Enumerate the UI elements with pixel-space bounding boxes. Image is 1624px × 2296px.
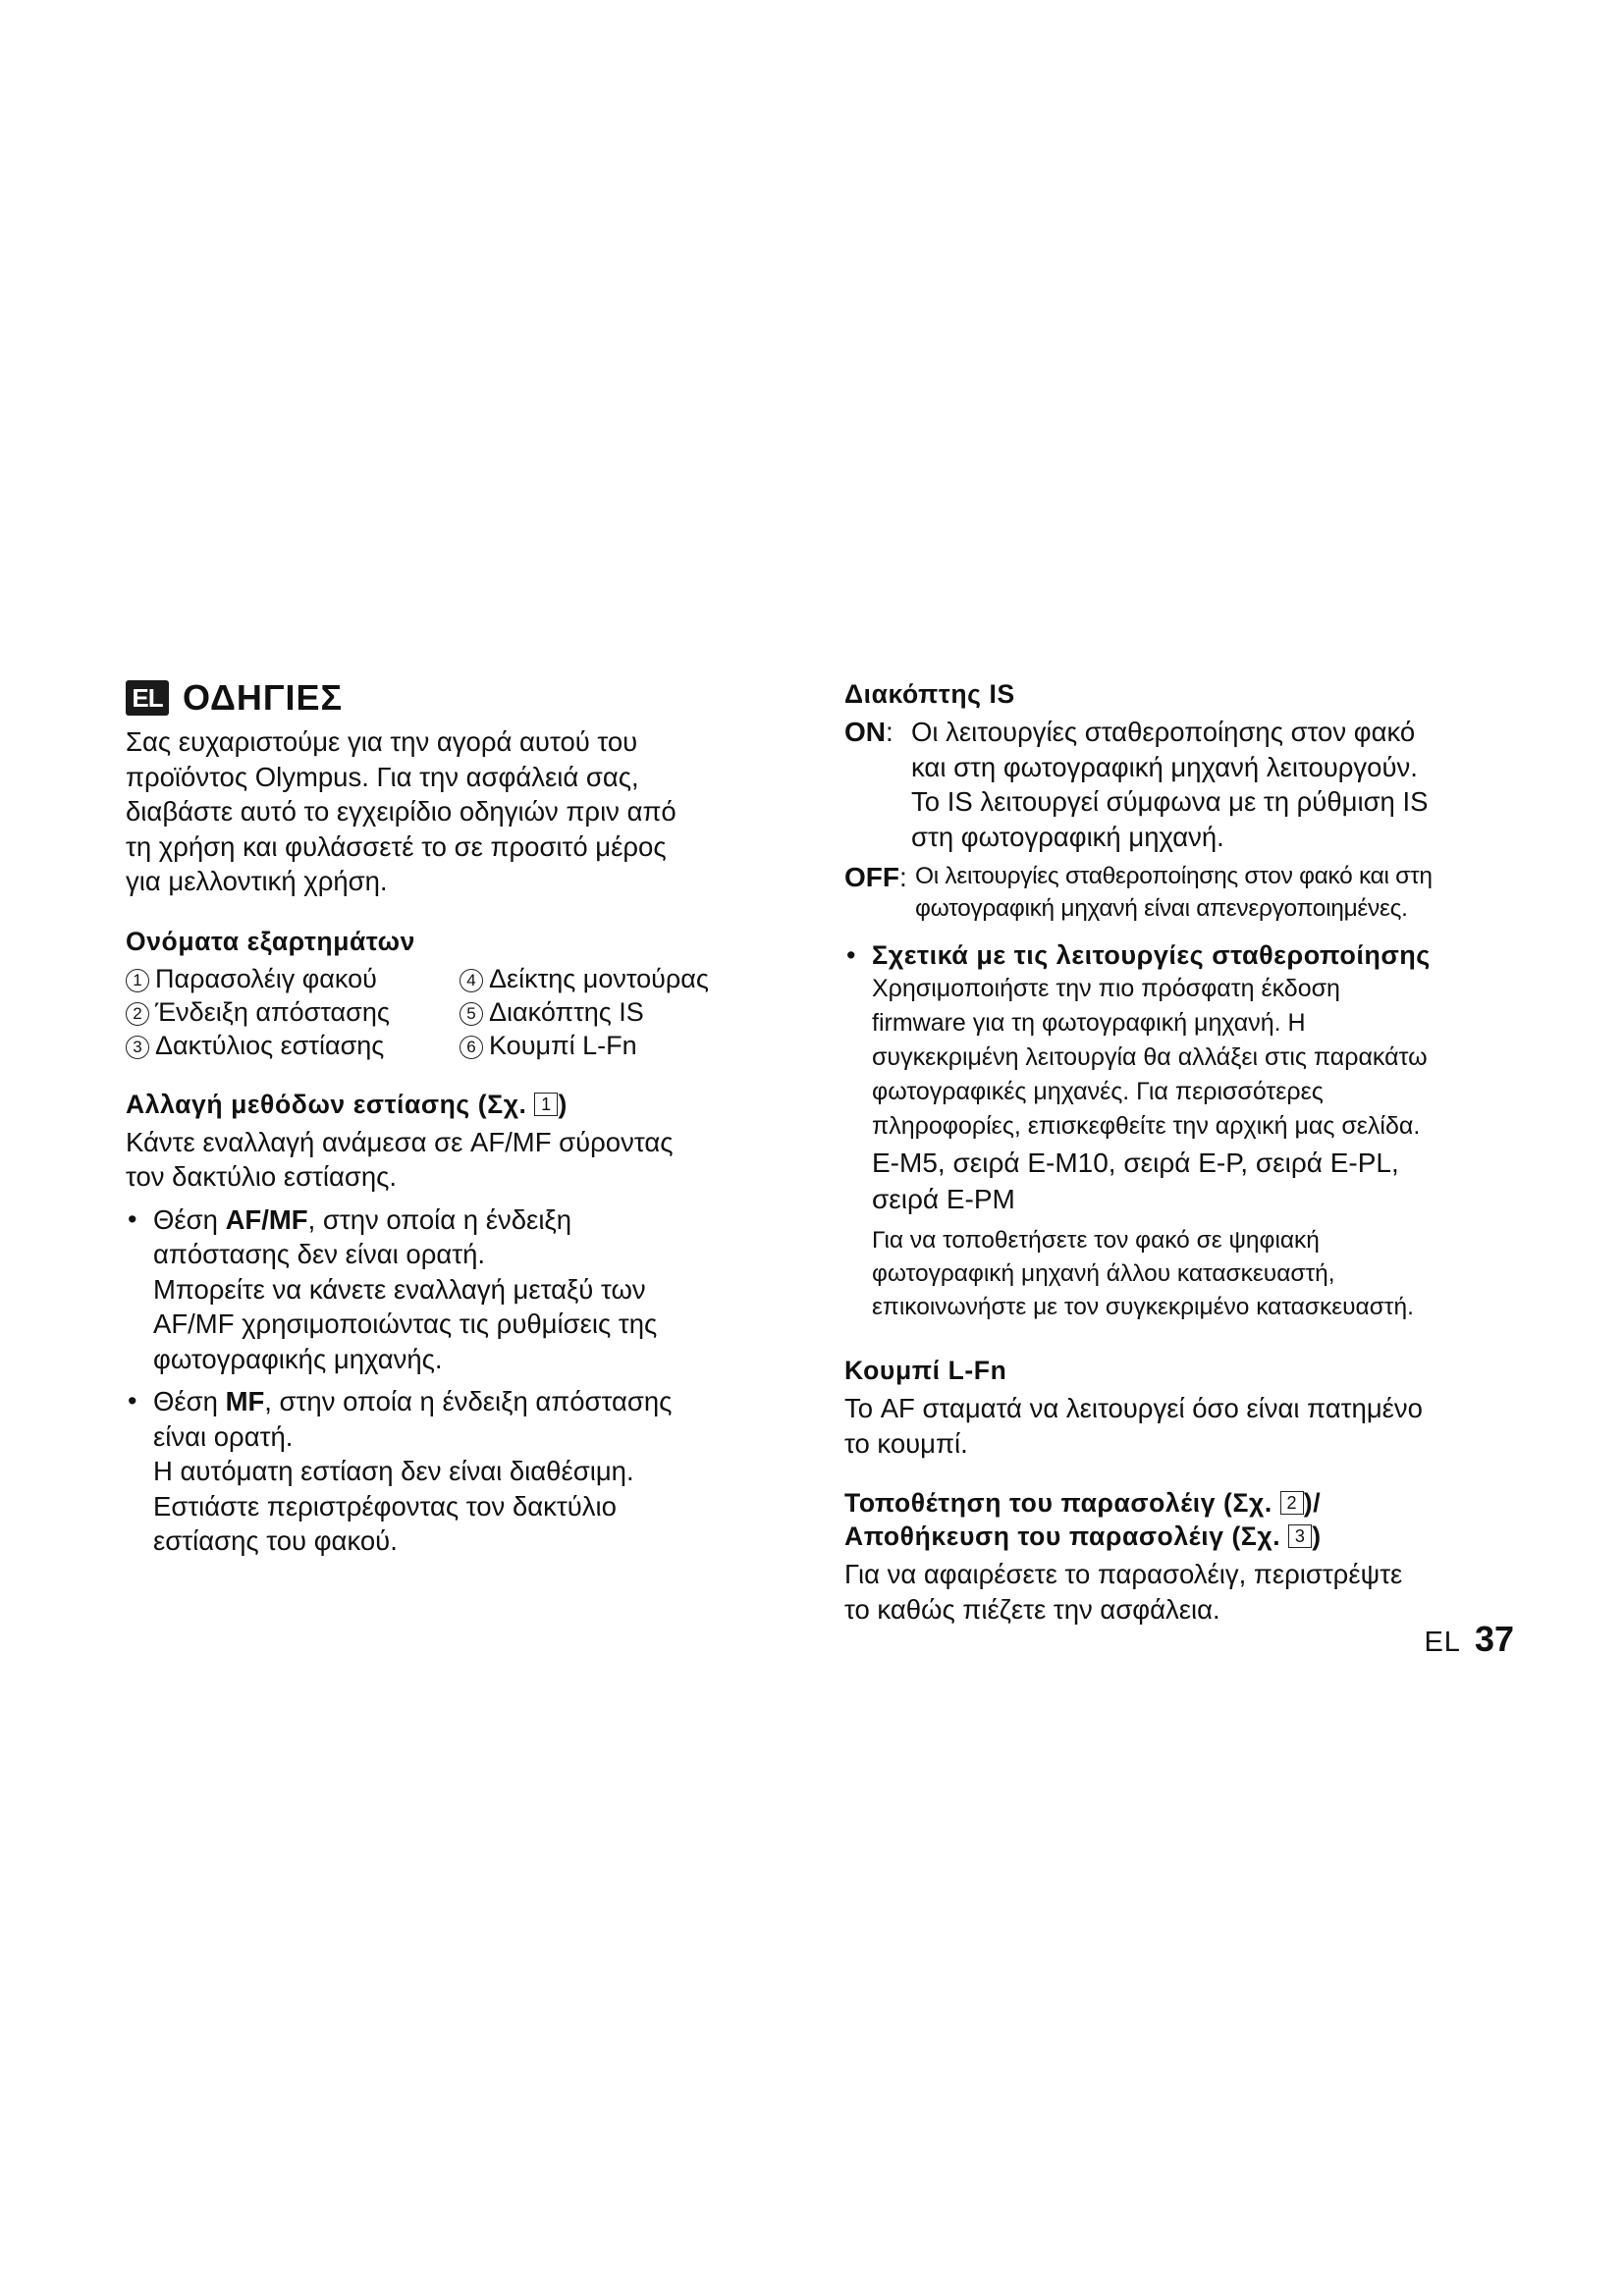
bullet-afmf: • Θέση AF/MF, στην οποία η ένδειξη απόστασης δεν είναι ορατή. Μπορείτε να κάνετε εναλλαγή μεταξύ των AF/MF χρησιμοποιώντας τις ρυθμίσεις της φωτογραφικής μηχανής.	[128, 1203, 658, 1374]
right-column	[844, 677, 1512, 1627]
bullet-dot: •	[846, 940, 856, 970]
bullet-dot: •	[128, 1386, 137, 1415]
part-item	[126, 962, 460, 995]
language-badge: EL	[126, 680, 169, 716]
is-off-entry: OFF: Οι λειτουργίες σταθεροποίησης στον φακό και στη φωτογραφική μηχανή είναι απενεργοποιημένες.	[844, 860, 1512, 925]
hood-paragraph: Για να αφαιρέσετε το παρασολέιγ, περιστρέψτε το καθώς πιέζετε την ασφάλεια.	[844, 1559, 1403, 1625]
stabilization-note: • Σχετικά με τις λειτουργίες σταθεροποίησης Χρησιμοποιήστε την πιο πρόσφατη έκδοση firmware για τη φωτογραφική μηχανή. Η συγκεκριμένη λειτουργία θα αλλάξει στις παρακάτω φωτογραφικές μηχανές. Για περισσότερες πληροφορίες, επισκεφθείτε την αρχική μας σελίδα. E-M5, σειρά E-M10, σειρά E-P, σειρά E-PL, σειρά E-PM Για να τοποθετήσετε τον φακό σε ψηφιακή φωτογραφική μηχανή άλλου κατασκευαστή, επικοινωνήστε με τον συγκεκριμένο κατασκευαστή.	[844, 938, 1512, 1324]
circled-number: 5	[460, 1002, 483, 1026]
section-title	[126, 677, 803, 719]
page-number: 37	[1474, 1619, 1514, 1659]
off-label: OFF:	[844, 862, 907, 892]
third-party-note: Για να τοποθετήσετε τον φακό σε ψηφιακή φωτογραφική μηχανή άλλου κατασκευαστή, επικοινωνήστε με τον συγκεκριμένο κατασκευαστή.	[872, 1227, 1414, 1320]
part-item	[460, 1029, 793, 1062]
camera-models: E-M5, σειρά E-M10, σειρά E-P, σειρά E-PL, σειρά E-PM	[872, 1148, 1399, 1214]
intro-line: τη χρήση και φυλάσσετέ το σε προσιτό μέρος	[126, 830, 667, 862]
intro-paragraph	[126, 724, 803, 899]
part-item	[460, 962, 793, 995]
intro-line: διαβάστε αυτό το εγχειρίδιο οδηγιών πριν από	[126, 796, 677, 827]
part-label: Κουμπί L-Fn	[489, 1030, 637, 1060]
circled-number: 3	[126, 1036, 149, 1059]
part-label: Διακόπτης IS	[489, 996, 644, 1027]
bullet-dot: •	[128, 1203, 137, 1234]
part-item	[460, 995, 793, 1029]
lfn-paragraph: Το AF σταματά να λειτουργεί όσο είναι πατημένο το κουμπί.	[844, 1393, 1423, 1459]
circled-number: 1	[126, 969, 149, 992]
is-switch-heading: Διακόπτης IS	[844, 679, 1015, 709]
hood-heading-attach: Τοποθέτηση του παρασολέιγ (Σχ. 2 )/	[844, 1488, 1322, 1518]
stabilization-heading: Σχετικά με τις λειτουργίες σταθεροποίησης	[872, 940, 1431, 970]
intro-line: για μελλοντική χρήση.	[126, 866, 388, 896]
hood-heading-store: Αποθήκευση του παρασολέιγ (Σχ. 3 )	[844, 1522, 1322, 1551]
intro-line: προϊόντος Olympus. Για την ασφάλειά σας,	[126, 761, 639, 792]
part-label: Δείκτης μοντούρας	[489, 963, 709, 993]
language-code: EL	[1424, 1627, 1461, 1658]
figure-number: 3	[1288, 1524, 1312, 1548]
part-label: Παρασολέιγ φακού	[155, 963, 377, 993]
parts-heading: Ονόματα εξαρτημάτων	[126, 926, 415, 956]
focus-heading: Αλλαγή μεθόδων εστίασης (Σχ. 1 )	[126, 1089, 568, 1119]
bullet-mf: • Θέση MF, στην οποία η ένδειξη απόστασης είναι ορατή. Η αυτόματη εστίαση δεν είναι διαθέσιμη. Εστιάστε περιστρέφοντας τον δακτύλιο εστίασης του φακού.	[128, 1386, 673, 1556]
page-footer	[1424, 1620, 1514, 1662]
figure-number: 2	[1280, 1491, 1304, 1515]
part-item	[126, 1029, 460, 1062]
focus-paragraph: Κάντε εναλλαγή ανάμεσα σε AF/MF σύροντας τον δακτύλιο εστίασης.	[126, 1126, 674, 1192]
parts-list	[126, 962, 803, 1062]
page-title: ΟΔΗΓΙΕΣ	[183, 677, 344, 718]
is-on-entry: ON: Οι λειτουργίες σταθεροποίησης στον φακό και στη φωτογραφική μηχανή λειτουργούν. Το IS λειτουργεί σύμφωνα με τη ρύθμιση IS στη φωτογραφική μηχανή.	[844, 715, 1512, 854]
part-label: Δακτύλιος εστίασης	[155, 1030, 385, 1060]
figure-number: 1	[534, 1093, 558, 1116]
circled-number: 4	[460, 969, 483, 992]
circled-number: 6	[460, 1036, 483, 1059]
circled-number: 2	[126, 1002, 149, 1026]
part-item	[126, 995, 460, 1029]
part-label: Ένδειξη απόστασης	[155, 996, 390, 1027]
lfn-heading: Κουμπί L-Fn	[844, 1356, 1007, 1385]
on-label: ON:	[844, 717, 893, 747]
left-column	[126, 677, 803, 1559]
intro-line: Σας ευχαριστούμε για την αγορά αυτού του	[126, 726, 638, 757]
